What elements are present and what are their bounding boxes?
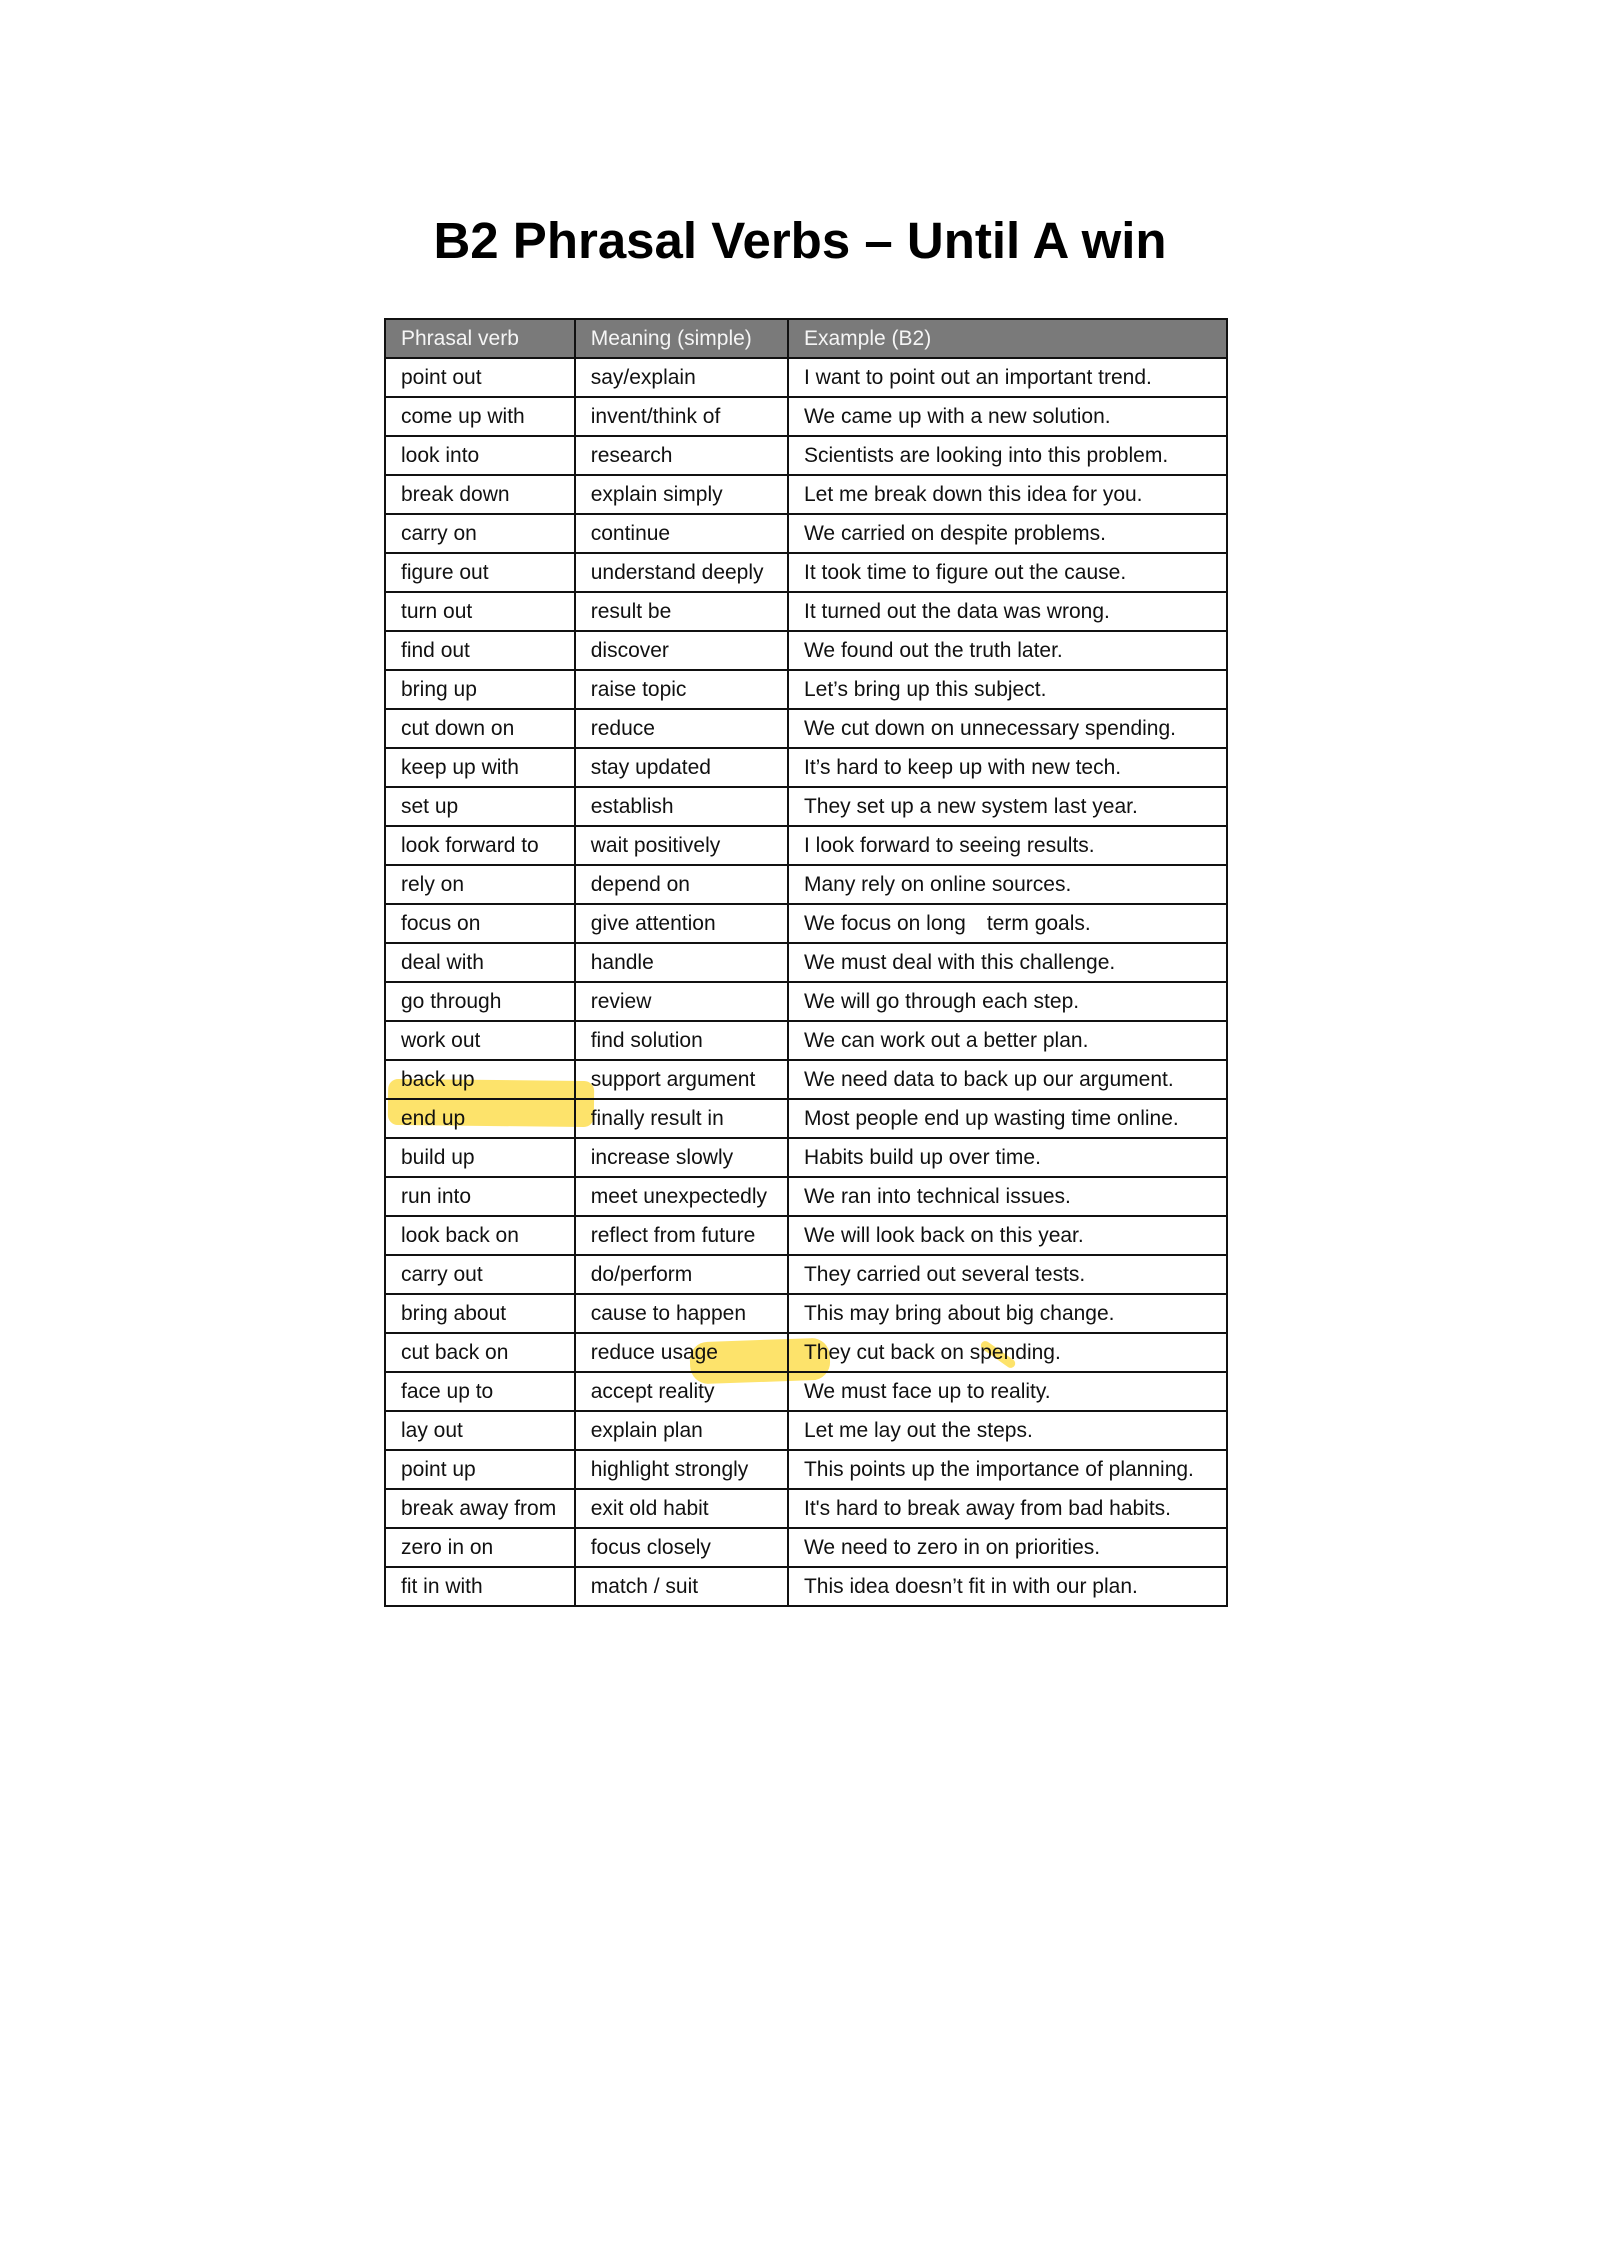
cell-example: Most people end up wasting time online. — [788, 1099, 1227, 1138]
cell-example: We cut down on unnecessary spending. — [788, 709, 1227, 748]
table-row — [385, 787, 1227, 826]
page-title: B2 Phrasal Verbs – Until A win — [433, 212, 1167, 269]
cell-meaning: explain simply — [575, 475, 788, 514]
cell-phrasal-verb: point out — [385, 358, 575, 397]
cell-phrasal-verb: back up — [385, 1060, 575, 1099]
cell-phrasal-verb: go through — [385, 982, 575, 1021]
cell-example: It's hard to break away from bad habits. — [788, 1489, 1227, 1528]
cell-phrasal-verb: keep up with — [385, 748, 575, 787]
table-row — [385, 1333, 1227, 1372]
table-header-row — [385, 319, 1227, 358]
cell-meaning: establish — [575, 787, 788, 826]
cell-example: Let’s bring up this subject. — [788, 670, 1227, 709]
cell-phrasal-verb: zero in on — [385, 1528, 575, 1567]
cell-meaning: say/explain — [575, 358, 788, 397]
cell-phrasal-verb: carry out — [385, 1255, 575, 1294]
cell-phrasal-verb: face up to — [385, 1372, 575, 1411]
cell-phrasal-verb: bring up — [385, 670, 575, 709]
cell-example: I want to point out an important trend. — [788, 358, 1227, 397]
cell-meaning: find solution — [575, 1021, 788, 1060]
cell-meaning: wait positively — [575, 826, 788, 865]
cell-example: Let me lay out the steps. — [788, 1411, 1227, 1450]
cell-phrasal-verb: work out — [385, 1021, 575, 1060]
table-row — [385, 1294, 1227, 1333]
cell-example: We found out the truth later. — [788, 631, 1227, 670]
cell-example: I look forward to seeing results. — [788, 826, 1227, 865]
table-row — [385, 1138, 1227, 1177]
cell-phrasal-verb: come up with — [385, 397, 575, 436]
cell-phrasal-verb: cut down on — [385, 709, 575, 748]
cell-meaning: invent/think of — [575, 397, 788, 436]
cell-meaning: accept reality — [575, 1372, 788, 1411]
cell-meaning: continue — [575, 514, 788, 553]
table-row — [385, 865, 1227, 904]
cell-phrasal-verb: figure out — [385, 553, 575, 592]
cell-phrasal-verb: build up — [385, 1138, 575, 1177]
table-row — [385, 1372, 1227, 1411]
cell-phrasal-verb: fit in with — [385, 1567, 575, 1606]
table-row — [385, 436, 1227, 475]
table-row — [385, 1177, 1227, 1216]
cell-example: We ran into technical issues. — [788, 1177, 1227, 1216]
cell-example: They cut back on spending. — [788, 1333, 1227, 1372]
cell-example: It’s hard to keep up with new tech. — [788, 748, 1227, 787]
table-row — [385, 358, 1227, 397]
cell-meaning: highlight strongly — [575, 1450, 788, 1489]
cell-example: We carried on despite problems. — [788, 514, 1227, 553]
cell-phrasal-verb: lay out — [385, 1411, 575, 1450]
cell-phrasal-verb: find out — [385, 631, 575, 670]
table-row — [385, 1567, 1227, 1606]
cell-meaning: cause to happen — [575, 1294, 788, 1333]
cell-phrasal-verb: deal with — [385, 943, 575, 982]
cell-meaning: handle — [575, 943, 788, 982]
table-row — [385, 943, 1227, 982]
table-row — [385, 1450, 1227, 1489]
table-row — [385, 514, 1227, 553]
cell-meaning: reduce usage — [575, 1333, 788, 1372]
cell-meaning: stay updated — [575, 748, 788, 787]
table-row — [385, 397, 1227, 436]
cell-phrasal-verb: carry on — [385, 514, 575, 553]
table-row — [385, 475, 1227, 514]
phrasal-verbs-table — [384, 318, 1228, 1607]
cell-example: It turned out the data was wrong. — [788, 592, 1227, 631]
table-row — [385, 1255, 1227, 1294]
table-row — [385, 631, 1227, 670]
cell-example: Scientists are looking into this problem. — [788, 436, 1227, 475]
cell-phrasal-verb: turn out — [385, 592, 575, 631]
cell-example: We came up with a new solution. — [788, 397, 1227, 436]
cell-phrasal-verb: break down — [385, 475, 575, 514]
cell-phrasal-verb: look forward to — [385, 826, 575, 865]
cell-phrasal-verb: end up — [385, 1099, 575, 1138]
table-row — [385, 1060, 1227, 1099]
cell-example: We can work out a better plan. — [788, 1021, 1227, 1060]
cell-meaning: focus closely — [575, 1528, 788, 1567]
cell-phrasal-verb: cut back on — [385, 1333, 575, 1372]
table-row — [385, 1216, 1227, 1255]
cell-example: Many rely on online sources. — [788, 865, 1227, 904]
cell-example: This points up the importance of planning. — [788, 1450, 1227, 1489]
cell-meaning: match / suit — [575, 1567, 788, 1606]
cell-meaning: do/perform — [575, 1255, 788, 1294]
cell-meaning: meet unexpectedly — [575, 1177, 788, 1216]
cell-example: It took time to figure out the cause. — [788, 553, 1227, 592]
table-row — [385, 982, 1227, 1021]
cell-example: Habits build up over time. — [788, 1138, 1227, 1177]
column-header-phrasal-verb: Phrasal verb — [385, 319, 575, 358]
column-header-meaning: Meaning (simple) — [575, 319, 788, 358]
table-row — [385, 553, 1227, 592]
table-row — [385, 826, 1227, 865]
cell-example: This may bring about big change. — [788, 1294, 1227, 1333]
cell-example: We will go through each step. — [788, 982, 1227, 1021]
column-header-example: Example (B2) — [788, 319, 1227, 358]
cell-meaning: result be — [575, 592, 788, 631]
cell-meaning: depend on — [575, 865, 788, 904]
table-row — [385, 1411, 1227, 1450]
table-row — [385, 904, 1227, 943]
cell-example: We focus on long term goals. — [788, 904, 1227, 943]
table-row — [385, 1528, 1227, 1567]
table-row — [385, 1099, 1227, 1138]
table-body — [385, 358, 1227, 1606]
cell-meaning: give attention — [575, 904, 788, 943]
cell-phrasal-verb: rely on — [385, 865, 575, 904]
cell-example: We will look back on this year. — [788, 1216, 1227, 1255]
cell-example: We need data to back up our argument. — [788, 1060, 1227, 1099]
cell-phrasal-verb: run into — [385, 1177, 575, 1216]
table-row — [385, 748, 1227, 787]
table-row — [385, 1021, 1227, 1060]
cell-meaning: explain plan — [575, 1411, 788, 1450]
cell-phrasal-verb: break away from — [385, 1489, 575, 1528]
cell-meaning: understand deeply — [575, 553, 788, 592]
cell-meaning: review — [575, 982, 788, 1021]
cell-example: We must deal with this challenge. — [788, 943, 1227, 982]
cell-example: They set up a new system last year. — [788, 787, 1227, 826]
table-row — [385, 709, 1227, 748]
cell-meaning: support argument — [575, 1060, 788, 1099]
cell-example: We must face up to reality. — [788, 1372, 1227, 1411]
cell-example: We need to zero in on priorities. — [788, 1528, 1227, 1567]
cell-phrasal-verb: bring about — [385, 1294, 575, 1333]
cell-meaning: discover — [575, 631, 788, 670]
cell-meaning: raise topic — [575, 670, 788, 709]
table-row — [385, 670, 1227, 709]
cell-example: This idea doesn’t fit in with our plan. — [788, 1567, 1227, 1606]
cell-meaning: reflect from future — [575, 1216, 788, 1255]
cell-example: They carried out several tests. — [788, 1255, 1227, 1294]
cell-meaning: exit old habit — [575, 1489, 788, 1528]
cell-example: Let me break down this idea for you. — [788, 475, 1227, 514]
cell-phrasal-verb: look into — [385, 436, 575, 475]
cell-phrasal-verb: set up — [385, 787, 575, 826]
cell-phrasal-verb: look back on — [385, 1216, 575, 1255]
cell-phrasal-verb: focus on — [385, 904, 575, 943]
cell-meaning: research — [575, 436, 788, 475]
table-row — [385, 1489, 1227, 1528]
cell-meaning: increase slowly — [575, 1138, 788, 1177]
cell-meaning: reduce — [575, 709, 788, 748]
cell-meaning: finally result in — [575, 1099, 788, 1138]
table-row — [385, 592, 1227, 631]
cell-phrasal-verb: point up — [385, 1450, 575, 1489]
